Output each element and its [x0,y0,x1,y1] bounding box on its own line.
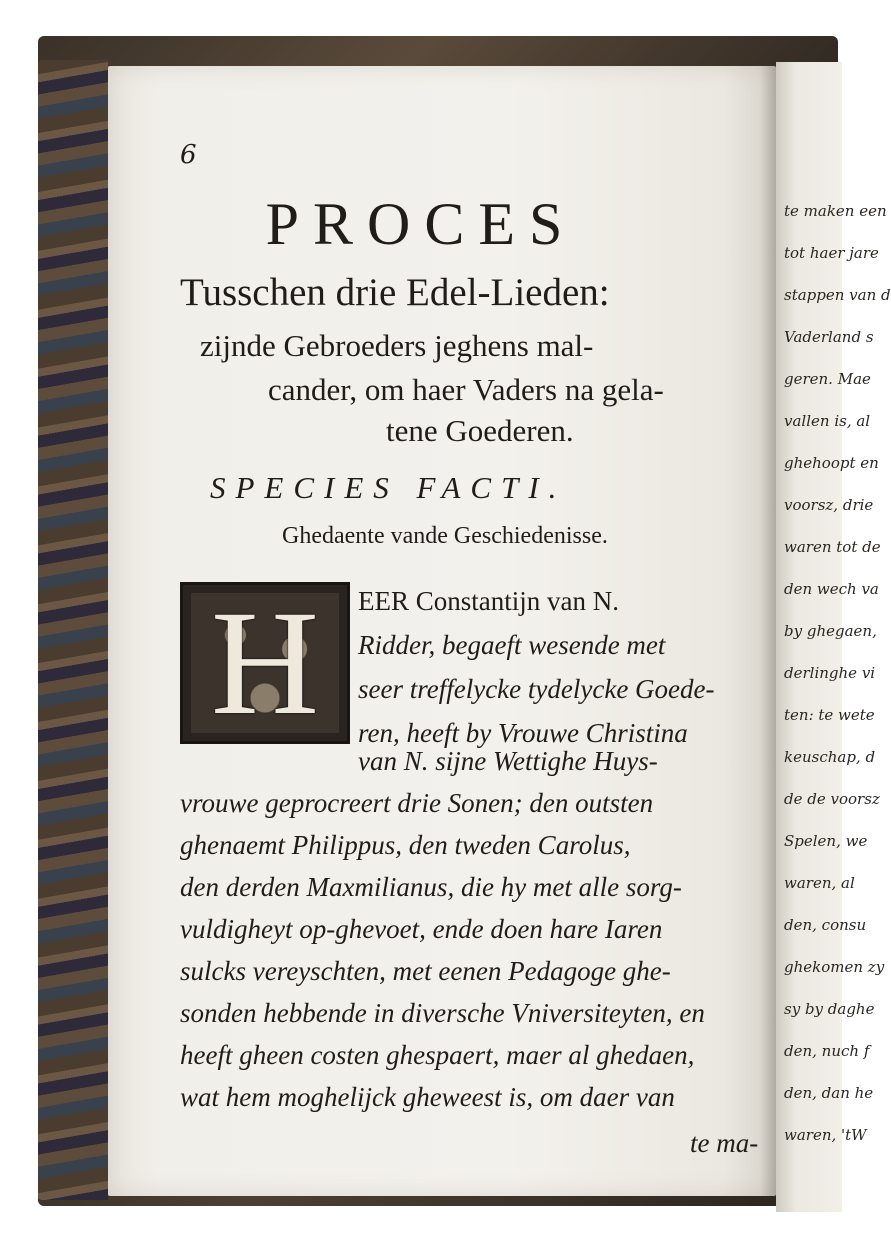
body-line: ghenaemt Philippus, den tweden Carolus, [180,830,631,860]
body-line: vrouwe geprocreert drie Sonen; den outsten [180,788,654,818]
drop-cap-letter: H [210,580,320,746]
body-line: van N. sijne Wettighe Huys- [358,746,658,776]
right-page-line: geren. Mae [784,370,871,388]
body-line: sonden hebbende in diversche Vniversiteyten, en [180,998,705,1028]
right-page-line: ghehoopt en [784,454,879,472]
right-page-line: den wech va [784,580,879,598]
right-page-line: derlinghe vi [784,664,876,682]
right-page-line: keuschap, d [784,748,876,766]
catchword: te ma- [690,1128,759,1158]
subtitle-line: Tusschen drie Edel-Lieden: [180,271,610,314]
right-page-line: den, dan he [784,1084,874,1102]
body-line: ren, heeft by Vrouwe Christina [358,718,688,748]
section-subheading: Ghedaente vande Geschiedenisse. [282,523,608,549]
right-page-line: waren, 'tW [784,1126,867,1144]
right-page-line: stappen van d [784,286,891,304]
subtitle-line: cander, om haer Vaders na gela- [268,372,664,407]
right-page-line: waren, al [784,874,855,892]
right-page-line: vallen is, al [784,412,871,430]
right-page-line: waren tot de [784,538,881,556]
ornamental-initial [180,582,350,744]
subtitle-line: zijnde Gebroeders jeghens mal- [200,328,594,363]
right-page-line: ten: te wete [784,706,875,724]
right-page-line: sy by daghe [784,1000,875,1018]
right-page-line: de de voorsz [784,790,880,808]
right-page-line: Vaderland s [784,328,874,346]
subtitle-line: tene Goederen. [386,413,574,448]
right-page-line: voorsz, drie [784,496,874,514]
page-number: 6 [180,140,197,170]
right-page-line: tot haer jare [784,244,879,262]
right-page-line: den, consu [784,916,867,934]
body-line: sulcks vereyschten, met eenen Pedagoge ghe- [180,956,671,986]
body-line: seer treffelycke tydelycke Goede- [358,674,715,704]
body-line: den derden Maxmilianus, die hy met alle sorg- [180,872,682,902]
right-page-line: te maken een [784,202,887,220]
right-page-line: den, nuch f [784,1042,870,1060]
body-line: heeft gheen costen ghespaert, maer al ghedaen, [180,1040,695,1070]
section-heading: SPECIES FACTI. [210,470,567,505]
body-line: vuldigheyt op-ghevoet, ende doen hare Iaren [180,914,663,944]
right-page-line: by ghegaen, [784,622,877,640]
right-page-line: ghekomen zy [784,958,885,976]
body-line: wat hem moghelijck gheweest is, om daer van [180,1082,675,1112]
body-line: Ridder, begaeft wesende met [358,630,666,660]
right-page-line: Spelen, we [784,832,868,850]
page-title: PROCES [265,191,577,257]
body-line: EER Constantijn van N. [358,586,619,616]
